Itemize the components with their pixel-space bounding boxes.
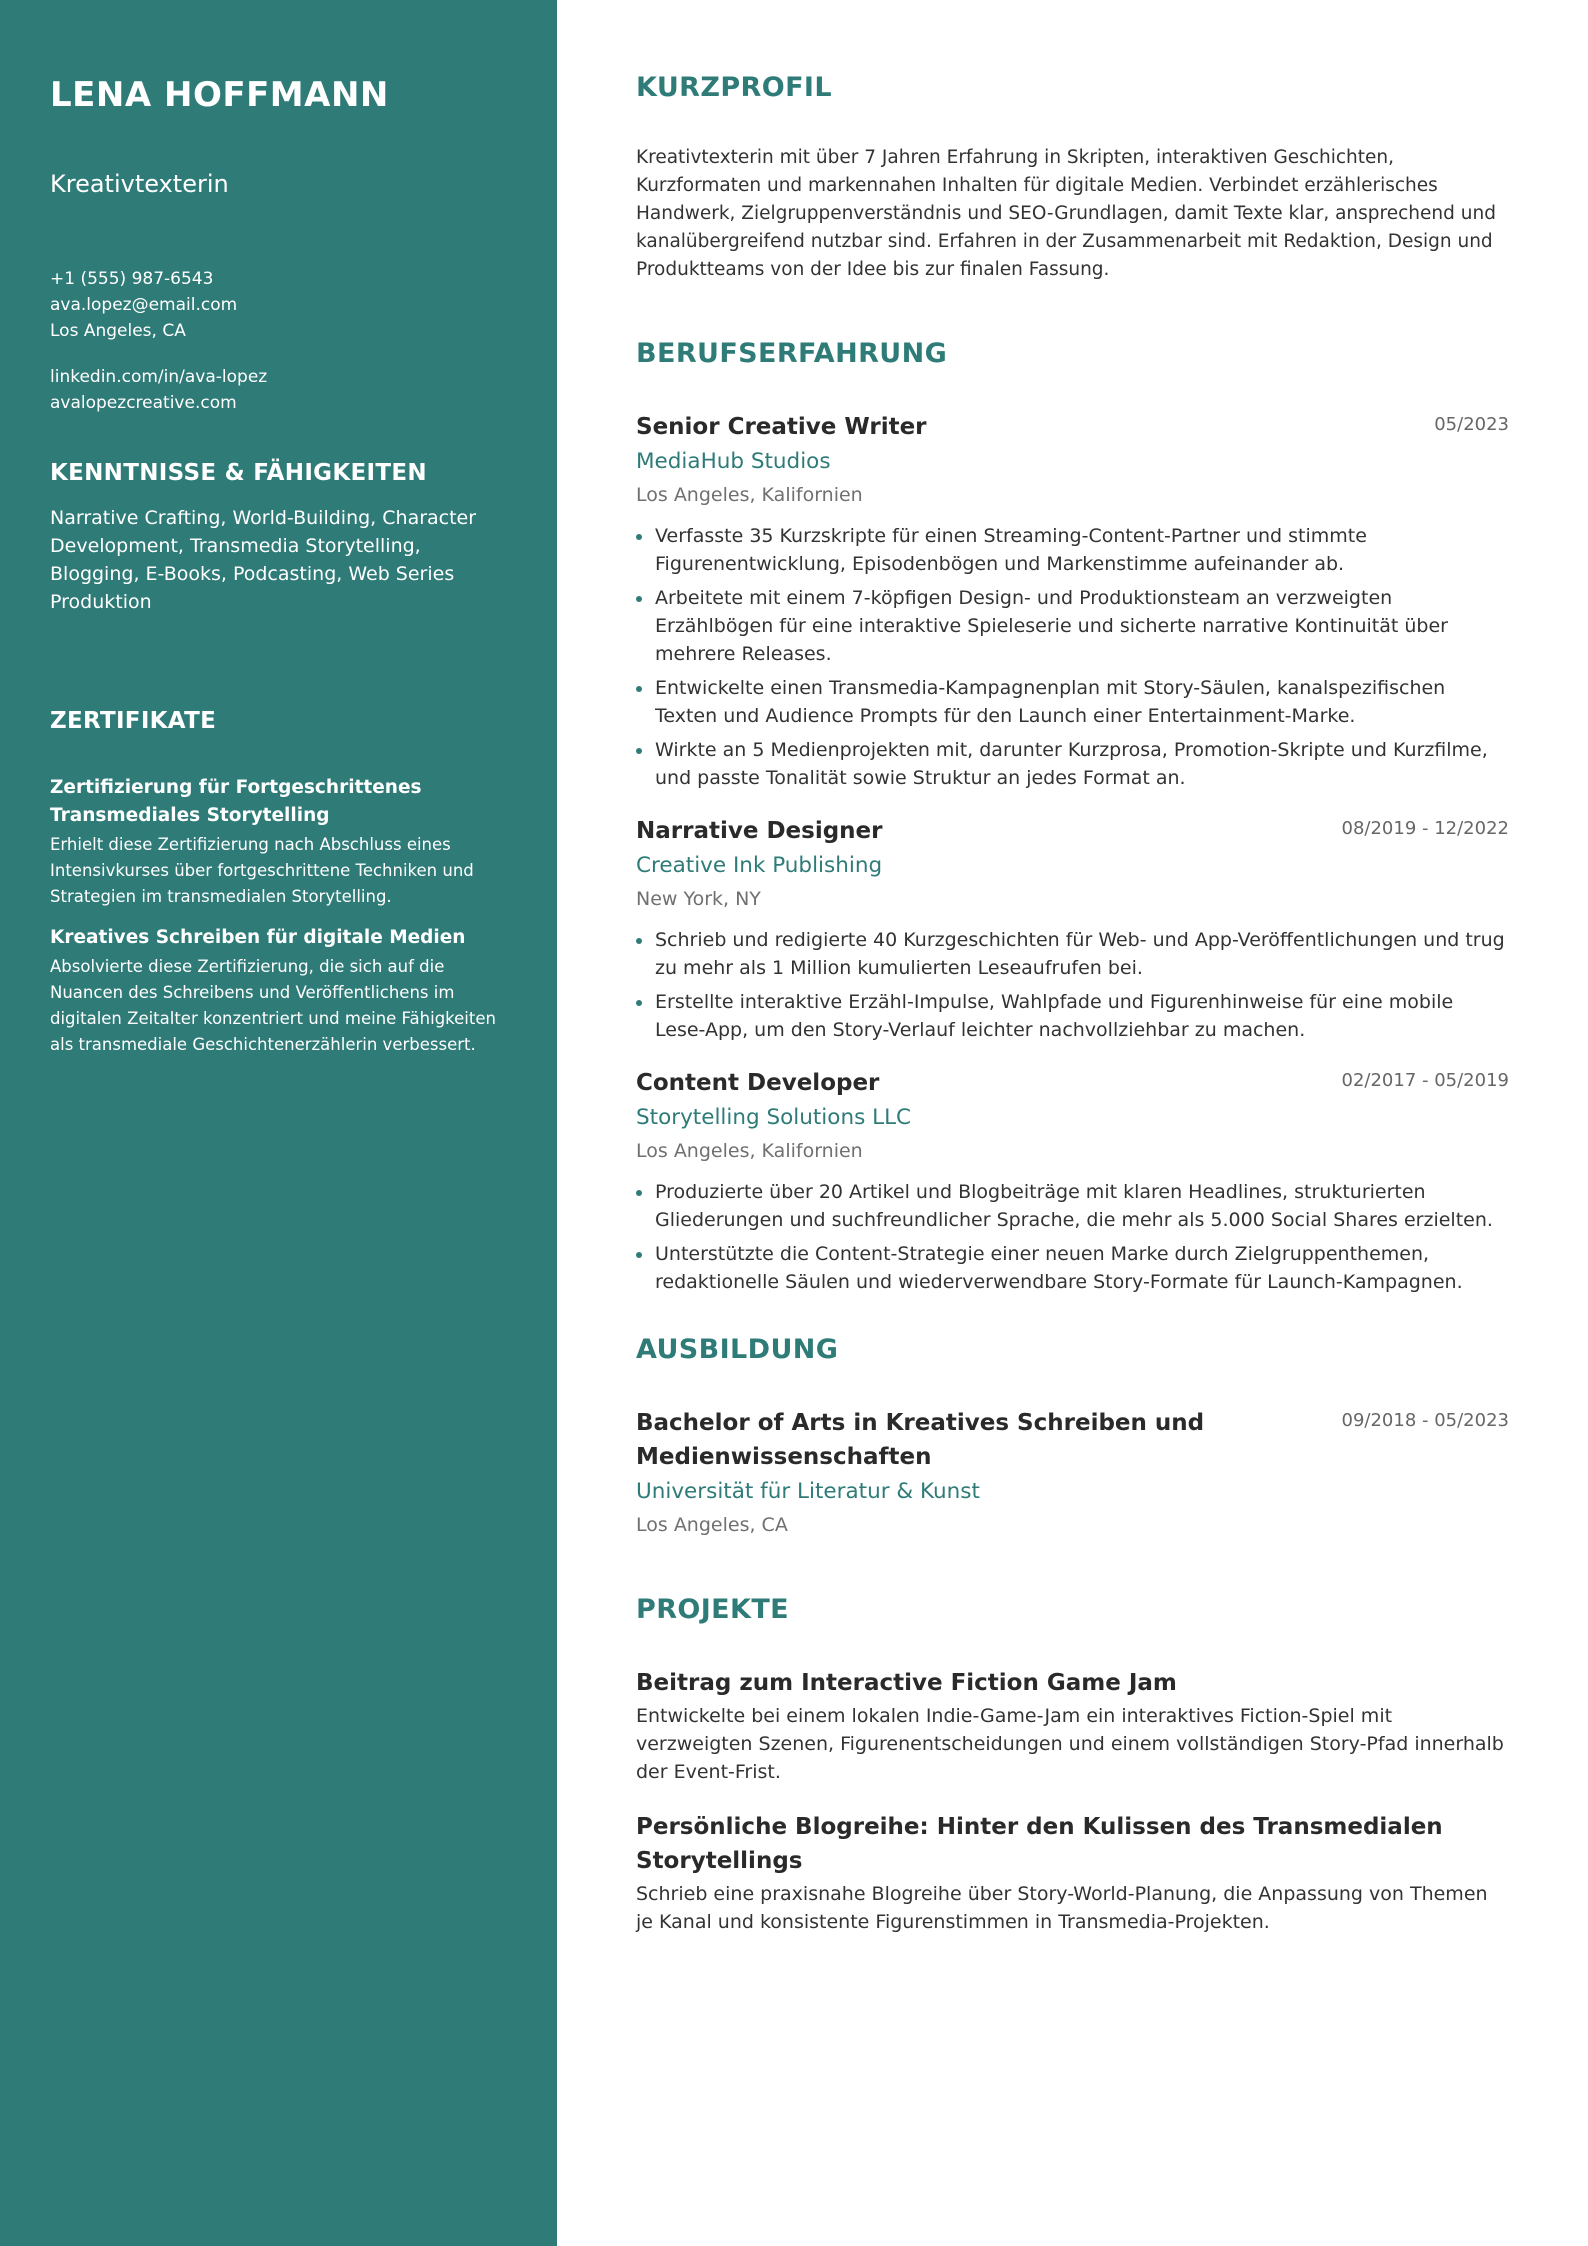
certificate-title: Kreatives Schreiben für digitale Medien: [50, 927, 466, 948]
main-content: [636, 0, 1509, 1960]
project-item: [636, 1666, 1509, 1786]
job-bullet: Arbeitete mit einem 7-köpfigen Design- und Produktionsteam an verzweigten Erzählbögen für eine interaktive Spieleserie und sicherte narrative Kontinuität über mehrere Releases.: [636, 584, 1509, 668]
sidebar: [0, 0, 557, 2246]
education-list: [636, 1406, 1509, 1540]
project-title: Persönliche Blogreihe: Hinter den Kulissen des Transmedialen Storytellings: [636, 1814, 1443, 1874]
degree-title: Bachelor of Arts in Kreatives Schreiben und Medienwissenschaften: [636, 1410, 1205, 1470]
project-title: Beitrag zum Interactive Fiction Game Jam: [636, 1670, 1177, 1696]
job-bullets: [636, 1178, 1509, 1296]
certificates-heading: ZERTIFIKATE: [50, 708, 217, 734]
job-role: Senior Creative Writer: [636, 414, 927, 440]
project-description: Schrieb eine praxisnahe Blogreihe über Story-World-Planung, die Anpassung von Themen je Kanal und konsistente Figurenstimmen in Transmedia-Projekten.: [636, 1883, 1488, 1933]
phone-text: +1 (555) 987-6543: [50, 269, 214, 289]
job-location: Los Angeles, Kalifornien: [636, 484, 863, 506]
linkedin-link[interactable]: linkedin.com/in/ava-lopez: [50, 367, 268, 387]
education-entry: [636, 1406, 1509, 1540]
candidate-name: LENA HOFFMANN: [50, 75, 389, 115]
website-link[interactable]: avalopezcreative.com: [50, 393, 237, 413]
job-bullet: Produzierte über 20 Artikel und Blogbeiträge mit klaren Headlines, strukturierten Gliederungen und suchfreundlicher Sprache, die mehr als 5.000 Social Shares erzielten.: [636, 1178, 1509, 1234]
job-company: Storytelling Solutions LLC: [636, 1105, 912, 1130]
job-bullet: Erstellte interaktive Erzähl-Impulse, Wahlpfade und Figurenhinweise für eine mobile Lese-App, um den Story-Verlauf leichter nachvollziehbar zu machen.: [636, 988, 1509, 1044]
job-date: 05/2023: [1434, 414, 1509, 435]
summary-heading: KURZPROFIL: [636, 72, 832, 103]
job-bullets: [636, 522, 1509, 792]
education-date: 09/2018 - 05/2023: [1341, 1410, 1509, 1431]
job-role: Narrative Designer: [636, 818, 883, 844]
job-bullets: [636, 926, 1509, 1044]
certificate-item: [50, 774, 507, 910]
experience-list: [636, 410, 1509, 1296]
candidate-title: Kreativtexterin: [50, 170, 229, 198]
projects-heading: PROJEKTE: [636, 1594, 790, 1625]
job-bullet: Unterstützte die Content-Strategie einer neuen Marke durch Zielgruppenthemen, redaktionelle Säulen und wiederverwendbare Story-Formate für Launch-Kampagnen.: [636, 1240, 1509, 1296]
contact-block: [50, 266, 507, 344]
job-role: Content Developer: [636, 1070, 880, 1096]
experience-entry: [636, 410, 1509, 792]
job-bullet: Verfasste 35 Kurzskripte für einen Streaming-Content-Partner und stimmte Figurenentwicklung, Episodenbögen und Markenstimme aufeinander ab.: [636, 522, 1509, 578]
school-name: Universität für Literatur & Kunst: [636, 1479, 980, 1504]
project-item: [636, 1810, 1509, 1936]
job-bullet: Schrieb und redigierte 40 Kurzgeschichten für Web- und App-Veröffentlichungen und trug zu mehr als 1 Million kumulierten Leseaufrufen bei.: [636, 926, 1509, 982]
job-date: 08/2019 - 12/2022: [1341, 818, 1509, 839]
experience-heading: BERUFSERFAHRUNG: [636, 338, 948, 369]
job-location: Los Angeles, Kalifornien: [636, 1140, 863, 1162]
job-location: New York, NY: [636, 888, 761, 910]
summary-text: Kreativtexterin mit über 7 Jahren Erfahrung in Skripten, interaktiven Geschichten, Kurzformaten und markennahen Inhalten für digitale Medien. Verbindet erzählerisches Handwerk, Zielgruppenverständnis und SEO-Grundlagen, damit Texte klar, ansprechend und kanalübergreifend nutzbar sind. Erfahren in der Zusammenarbeit mit Redaktion, Design und Produktteams von der Idee bis zur finalen Fassung.: [636, 147, 1496, 280]
job-company: MediaHub Studios: [636, 449, 831, 474]
projects-list: [636, 1666, 1509, 1936]
job-company: Creative Ink Publishing: [636, 853, 883, 878]
links-block: [50, 364, 507, 416]
job-bullet: Wirkte an 5 Medienprojekten mit, darunter Kurzprosa, Promotion-Skripte und Kurzfilme, und passte Tonalität sowie Struktur an jedes Format an.: [636, 736, 1509, 792]
education-heading: AUSBILDUNG: [636, 1334, 839, 1365]
project-description: Entwickelte bei einem lokalen Indie-Game-Jam ein interaktives Fiction-Spiel mit verzweigten Szenen, Figurenentscheidungen und einem vollständigen Story-Pfad innerhalb der Event-Frist.: [636, 1705, 1504, 1783]
location-text: Los Angeles, CA: [50, 321, 186, 341]
skills-text: Narrative Crafting, World-Building, Character Development, Transmedia Storytelling, Blogging, E-Books, Podcasting, Web Series Produktion: [50, 507, 477, 613]
experience-entry: [636, 814, 1509, 1044]
certificate-description: Absolvierte diese Zertifizierung, die sich auf die Nuancen des Schreibens und Veröffentlichens im digitalen Zeitalter konzentriert und meine Fähigkeiten als transmediale Geschichtenerzählerin verbessert.: [50, 957, 496, 1054]
job-bullet: Entwickelte einen Transmedia-Kampagnenplan mit Story-Säulen, kanalspezifischen Texten und Audience Prompts für den Launch einer Entertainment-Marke.: [636, 674, 1509, 730]
certificates-list: [50, 774, 507, 1058]
school-location: Los Angeles, CA: [636, 1514, 788, 1536]
certificate-item: [50, 924, 507, 1058]
certificate-title: Zertifizierung für Fortgeschrittenes Transmediales Storytelling: [50, 777, 422, 826]
email-link[interactable]: ava.lopez@email.com: [50, 295, 238, 315]
certificate-description: Erhielt diese Zertifizierung nach Abschluss eines Intensivkurses über fortgeschrittene Techniken und Strategien im transmedialen Storytelling.: [50, 835, 474, 906]
experience-entry: [636, 1066, 1509, 1296]
job-date: 02/2017 - 05/2019: [1341, 1070, 1509, 1091]
skills-heading: KENNTNISSE & FÄHIGKEITEN: [50, 460, 427, 486]
